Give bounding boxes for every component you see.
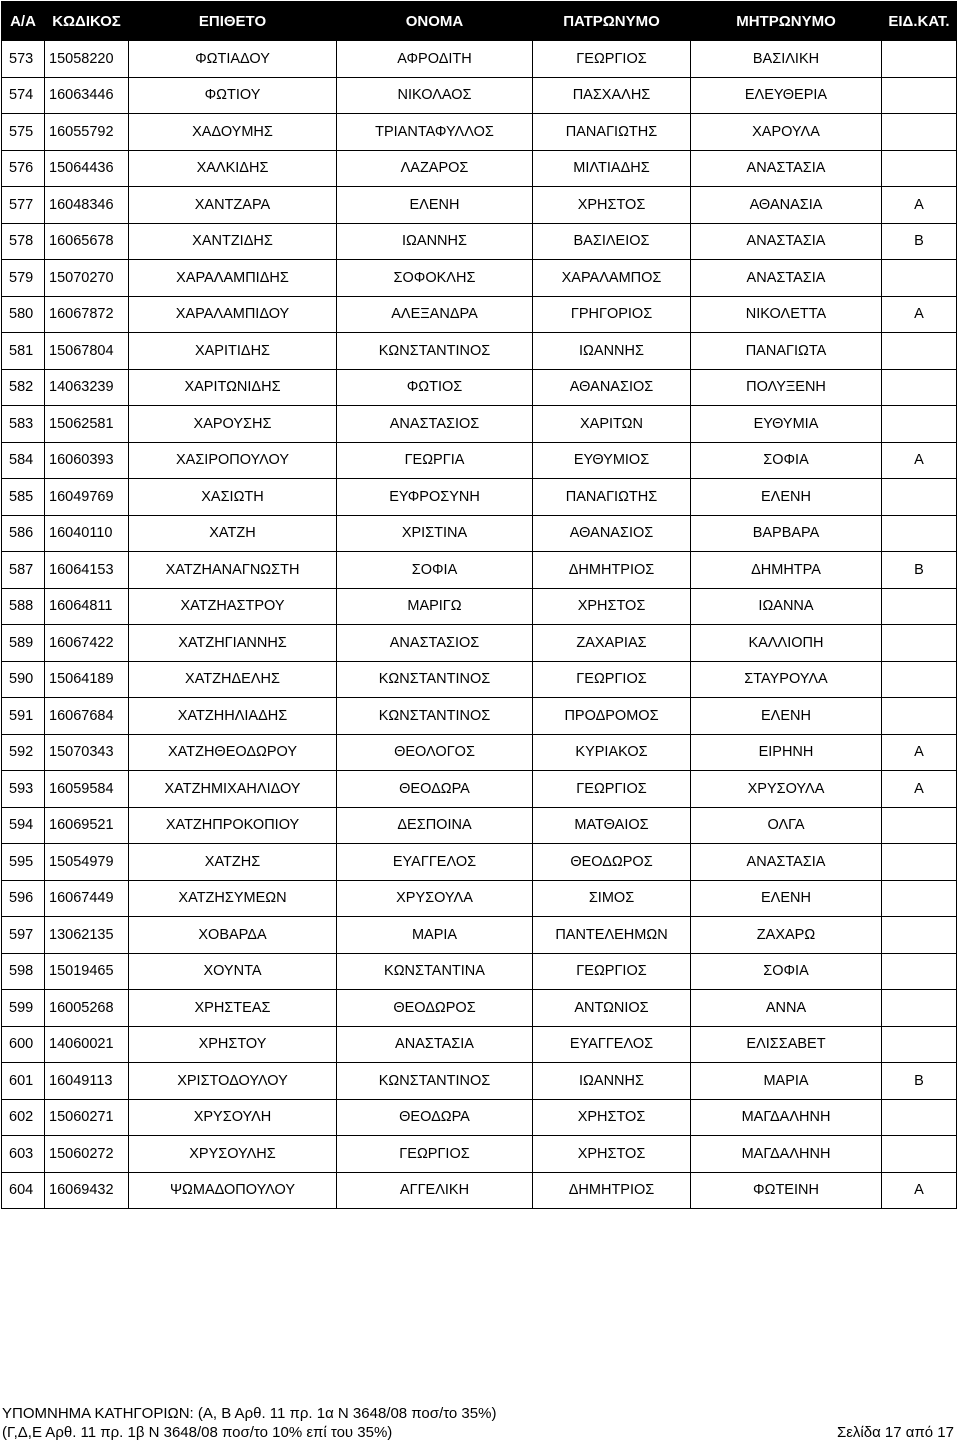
cell-code: 16067872 [45,296,129,333]
cell-mother-name: ΑΝΑΣΤΑΣΙΑ [691,223,882,260]
cell-aa: 579 [2,260,45,297]
cell-name: ΦΩΤΙΟΣ [337,369,533,406]
cell-code: 16064811 [45,588,129,625]
table-row [2,369,957,406]
cell-aa: 585 [2,479,45,516]
table-row [2,1026,957,1063]
results-table [1,1,957,1209]
table-row [2,296,957,333]
cell-code: 15067804 [45,333,129,370]
cell-category: Α [882,187,957,224]
cell-category [882,1099,957,1136]
cell-category [882,588,957,625]
cell-surname: ΧΑΤΖΗΣ [129,844,337,881]
cell-code: 16048346 [45,187,129,224]
header-code: ΚΩΔΙΚΟΣ [45,2,129,41]
cell-name: ΧΡΙΣΤΙΝΑ [337,515,533,552]
cell-father-name: ΠΑΝΑΓΙΩΤΗΣ [533,479,691,516]
table-row [2,1172,957,1209]
cell-code: 15070270 [45,260,129,297]
cell-category [882,625,957,662]
cell-mother-name: ΣΤΑΥΡΟΥΛΑ [691,661,882,698]
cell-surname: ΧΑΝΤΖΙΔΗΣ [129,223,337,260]
table-row [2,1063,957,1100]
cell-name: ΛΑΖΑΡΟΣ [337,150,533,187]
cell-aa: 578 [2,223,45,260]
cell-father-name: ΧΡΗΣΤΟΣ [533,187,691,224]
cell-surname: ΧΑΣΙΡΟΠΟΥΛΟΥ [129,442,337,479]
cell-code: 16040110 [45,515,129,552]
cell-category [882,515,957,552]
cell-mother-name: ΠΑΝΑΓΙΩΤΑ [691,333,882,370]
cell-name: ΜΑΡΙΑ [337,917,533,954]
cell-name: ΝΙΚΟΛΑΟΣ [337,77,533,114]
cell-mother-name: ΕΛΕΝΗ [691,880,882,917]
cell-aa: 599 [2,990,45,1027]
cell-aa: 580 [2,296,45,333]
cell-father-name: ΓΕΩΡΓΙΟΣ [533,771,691,808]
cell-name: ΚΩΝΣΤΑΝΤΙΝΟΣ [337,333,533,370]
cell-father-name: ΒΑΣΙΛΕΙΟΣ [533,223,691,260]
table-row [2,771,957,808]
cell-surname: ΧΡΙΣΤΟΔΟΥΛΟΥ [129,1063,337,1100]
cell-code: 15064436 [45,150,129,187]
table-row [2,552,957,589]
cell-code: 16067449 [45,880,129,917]
cell-surname: ΧΟΥΝΤΑ [129,953,337,990]
cell-surname: ΧΑΔΟΥΜΗΣ [129,114,337,151]
cell-name: ΔΕΣΠΟΙΝΑ [337,807,533,844]
table-row [2,333,957,370]
cell-father-name: ΓΡΗΓΟΡΙΟΣ [533,296,691,333]
table-row [2,77,957,114]
cell-aa: 600 [2,1026,45,1063]
cell-father-name: ΚΥΡΙΑΚΟΣ [533,734,691,771]
table-row [2,953,957,990]
cell-father-name: ΖΑΧΑΡΙΑΣ [533,625,691,662]
cell-mother-name: ΕΥΘΥΜΙΑ [691,406,882,443]
cell-father-name: ΑΘΑΝΑΣΙΟΣ [533,369,691,406]
header-surname: ΕΠΙΘΕΤΟ [129,2,337,41]
cell-name: ΣΟΦΟΚΛΗΣ [337,260,533,297]
cell-aa: 604 [2,1172,45,1209]
cell-father-name: ΠΑΝΑΓΙΩΤΗΣ [533,114,691,151]
cell-aa: 584 [2,442,45,479]
cell-father-name: ΑΘΑΝΑΣΙΟΣ [533,515,691,552]
table-row [2,661,957,698]
cell-mother-name: ΒΑΣΙΛΙΚΗ [691,41,882,78]
cell-aa: 592 [2,734,45,771]
cell-mother-name: ΔΗΜΗΤΡΑ [691,552,882,589]
cell-category [882,917,957,954]
cell-category [882,1026,957,1063]
cell-category [882,1136,957,1173]
cell-surname: ΧΑΤΖΗΣΥΜΕΩΝ [129,880,337,917]
cell-father-name: ΔΗΜΗΤΡΙΟΣ [533,1172,691,1209]
cell-code: 16069432 [45,1172,129,1209]
cell-mother-name: ΕΛΙΣΣΑΒΕΤ [691,1026,882,1063]
cell-mother-name: ΜΑΡΙΑ [691,1063,882,1100]
cell-category [882,406,957,443]
cell-code: 16049113 [45,1063,129,1100]
cell-aa: 598 [2,953,45,990]
cell-surname: ΧΑΛΚΙΔΗΣ [129,150,337,187]
page-number: Σελίδα 17 από 17 [836,1424,954,1441]
cell-category [882,990,957,1027]
cell-code: 15070343 [45,734,129,771]
cell-father-name: ΘΕΟΔΩΡΟΣ [533,844,691,881]
cell-code: 16049769 [45,479,129,516]
cell-aa: 575 [2,114,45,151]
cell-mother-name: ΜΑΓΔΑΛΗΝΗ [691,1136,882,1173]
cell-aa: 587 [2,552,45,589]
cell-father-name: ΓΕΩΡΓΙΟΣ [533,661,691,698]
cell-category [882,77,957,114]
table-body [2,41,957,1209]
cell-father-name: ΔΗΜΗΤΡΙΟΣ [533,552,691,589]
cell-mother-name: ΕΙΡΗΝΗ [691,734,882,771]
cell-surname: ΧΑΤΖΗΓΙΑΝΝΗΣ [129,625,337,662]
cell-father-name: ΧΡΗΣΤΟΣ [533,1099,691,1136]
cell-aa: 593 [2,771,45,808]
cell-mother-name: ΑΝΑΣΤΑΣΙΑ [691,260,882,297]
header-row [2,2,957,41]
cell-category: Α [882,442,957,479]
table-row [2,625,957,662]
cell-father-name: ΧΡΗΣΤΟΣ [533,1136,691,1173]
cell-code: 15060271 [45,1099,129,1136]
cell-code: 13062135 [45,917,129,954]
legend-line-2: (Γ,Δ,Ε Αρθ. 11 πρ. 1β Ν 3648/08 ποσ/το 10% επί του 35%) [2,1424,393,1441]
cell-father-name: ΠΡΟΔΡΟΜΟΣ [533,698,691,735]
table-row [2,41,957,78]
cell-aa: 586 [2,515,45,552]
cell-father-name: ΜΑΤΘΑΙΟΣ [533,807,691,844]
cell-father-name: ΓΕΩΡΓΙΟΣ [533,41,691,78]
cell-aa: 577 [2,187,45,224]
cell-aa: 573 [2,41,45,78]
cell-father-name: ΣΙΜΟΣ [533,880,691,917]
table-row [2,844,957,881]
cell-name: ΘΕΟΔΩΡΑ [337,1099,533,1136]
cell-name: ΑΓΓΕΛΙΚΗ [337,1172,533,1209]
cell-surname: ΨΩΜΑΔΟΠΟΥΛΟΥ [129,1172,337,1209]
cell-aa: 583 [2,406,45,443]
cell-mother-name: ΦΩΤΕΙΝΗ [691,1172,882,1209]
cell-category [882,953,957,990]
cell-name: ΜΑΡΙΓΩ [337,588,533,625]
header-aa: Α/Α [2,2,45,41]
cell-name: ΕΥΦΡΟΣΥΝΗ [337,479,533,516]
cell-surname: ΦΩΤΙΑΔΟΥ [129,41,337,78]
cell-aa: 597 [2,917,45,954]
cell-category [882,661,957,698]
cell-category [882,479,957,516]
cell-father-name: ΠΑΝΤΕΛΕΗΜΩΝ [533,917,691,954]
cell-father-name: ΜΙΛΤΙΑΔΗΣ [533,150,691,187]
cell-aa: 581 [2,333,45,370]
cell-father-name: ΠΑΣΧΑΛΗΣ [533,77,691,114]
cell-father-name: ΧΑΡΙΤΩΝ [533,406,691,443]
cell-mother-name: ΝΙΚΟΛΕΤΤΑ [691,296,882,333]
cell-mother-name: ΑΝΑΣΤΑΣΙΑ [691,844,882,881]
cell-name: ΘΕΟΔΩΡΟΣ [337,990,533,1027]
cell-father-name: ΕΥΑΓΓΕΛΟΣ [533,1026,691,1063]
cell-category: Α [882,771,957,808]
cell-surname: ΧΑΝΤΖΑΡΑ [129,187,337,224]
cell-surname: ΧΑΤΖΗ [129,515,337,552]
cell-surname: ΧΑΡΙΤΩΝΙΔΗΣ [129,369,337,406]
cell-category: Β [882,552,957,589]
cell-category: Α [882,296,957,333]
table-row [2,187,957,224]
table-row [2,406,957,443]
table-row [2,442,957,479]
table-row [2,1099,957,1136]
cell-name: ΤΡΙΑΝΤΑΦΥΛΛΟΣ [337,114,533,151]
cell-mother-name: ΒΑΡΒΑΡΑ [691,515,882,552]
cell-aa: 591 [2,698,45,735]
cell-category: Α [882,1172,957,1209]
table-row [2,698,957,735]
cell-name: ΘΕΟΔΩΡΑ [337,771,533,808]
cell-code: 15060272 [45,1136,129,1173]
cell-aa: 588 [2,588,45,625]
cell-aa: 576 [2,150,45,187]
table-row [2,260,957,297]
cell-category: Β [882,223,957,260]
table-row [2,880,957,917]
table-row [2,734,957,771]
cell-aa: 601 [2,1063,45,1100]
table-row [2,990,957,1027]
table-header [2,2,957,41]
cell-code: 16069521 [45,807,129,844]
cell-name: ΚΩΝΣΤΑΝΤΙΝΑ [337,953,533,990]
cell-mother-name: ΣΟΦΙΑ [691,442,882,479]
cell-name: ΑΝΑΣΤΑΣΙΑ [337,1026,533,1063]
cell-code: 15058220 [45,41,129,78]
header-category: ΕΙΔ.ΚΑΤ. [882,2,957,41]
header-name: ΟΝΟΜΑ [337,2,533,41]
cell-mother-name: ΚΑΛΛΙΟΠΗ [691,625,882,662]
table-row [2,515,957,552]
cell-aa: 589 [2,625,45,662]
cell-code: 16055792 [45,114,129,151]
cell-surname: ΧΑΤΖΗΜΙΧΑΗΛΙΔΟΥ [129,771,337,808]
cell-code: 14060021 [45,1026,129,1063]
cell-category [882,260,957,297]
cell-mother-name: ΕΛΕΝΗ [691,698,882,735]
cell-surname: ΧΡΥΣΟΥΛΗΣ [129,1136,337,1173]
cell-category [882,880,957,917]
cell-aa: 596 [2,880,45,917]
cell-name: ΑΦΡΟΔΙΤΗ [337,41,533,78]
cell-name: ΑΛΕΞΑΝΔΡΑ [337,296,533,333]
table-row [2,807,957,844]
cell-surname: ΧΑΤΖΗΔΕΛΗΣ [129,661,337,698]
cell-code: 16059584 [45,771,129,808]
cell-father-name: ΙΩΑΝΝΗΣ [533,333,691,370]
cell-surname: ΧΑΡΟΥΣΗΣ [129,406,337,443]
cell-name: ΓΕΩΡΓΙΑ [337,442,533,479]
cell-surname: ΧΡΥΣΟΥΛΗ [129,1099,337,1136]
cell-surname: ΧΑΤΖΗΘΕΟΔΩΡΟΥ [129,734,337,771]
cell-mother-name: ΧΡΥΣΟΥΛΑ [691,771,882,808]
cell-aa: 603 [2,1136,45,1173]
table-row [2,150,957,187]
header-father-name: ΠΑΤΡΩΝΥΜΟ [533,2,691,41]
cell-code: 16065678 [45,223,129,260]
cell-name: ΑΝΑΣΤΑΣΙΟΣ [337,406,533,443]
cell-surname: ΧΑΤΖΗΑΣΤΡΟΥ [129,588,337,625]
table-row [2,917,957,954]
cell-code: 16064153 [45,552,129,589]
cell-code: 16005268 [45,990,129,1027]
cell-name: ΓΕΩΡΓΙΟΣ [337,1136,533,1173]
cell-surname: ΧΑΡΑΛΑΜΠΙΔΟΥ [129,296,337,333]
cell-category [882,114,957,151]
legend-line-1: ΥΠΟΜΝΗΜΑ ΚΑΤΗΓΟΡΙΩΝ: (Α, Β Αρθ. 11 πρ. 1α Ν 3648/08 ποσ/το 35%) [2,1405,497,1422]
cell-aa: 574 [2,77,45,114]
cell-code: 14063239 [45,369,129,406]
cell-category [882,698,957,735]
cell-name: ΣΟΦΙΑ [337,552,533,589]
cell-name: ΘΕΟΛΟΓΟΣ [337,734,533,771]
cell-mother-name: ΖΑΧΑΡΩ [691,917,882,954]
cell-name: ΚΩΝΣΤΑΝΤΙΝΟΣ [337,1063,533,1100]
cell-surname: ΧΑΤΖΗΗΛΙΑΔΗΣ [129,698,337,735]
cell-father-name: ΕΥΘΥΜΙΟΣ [533,442,691,479]
table-row [2,1136,957,1173]
cell-father-name: ΓΕΩΡΓΙΟΣ [533,953,691,990]
cell-code: 15062581 [45,406,129,443]
cell-category [882,41,957,78]
cell-mother-name: ΑΝΝΑ [691,990,882,1027]
cell-mother-name: ΟΛΓΑ [691,807,882,844]
cell-mother-name: ΙΩΑΝΝΑ [691,588,882,625]
cell-category: Α [882,734,957,771]
cell-category: Β [882,1063,957,1100]
cell-code: 16060393 [45,442,129,479]
cell-code: 15019465 [45,953,129,990]
cell-surname: ΧΑΤΖΗΑΝΑΓΝΩΣΤΗ [129,552,337,589]
cell-surname: ΧΟΒΑΡΔΑ [129,917,337,954]
cell-code: 16063446 [45,77,129,114]
header-mother-name: ΜΗΤΡΩΝΥΜΟ [691,2,882,41]
cell-name: ΑΝΑΣΤΑΣΙΟΣ [337,625,533,662]
cell-category [882,807,957,844]
table-row [2,479,957,516]
cell-aa: 595 [2,844,45,881]
cell-aa: 590 [2,661,45,698]
cell-name: ΚΩΝΣΤΑΝΤΙΝΟΣ [337,698,533,735]
cell-mother-name: ΧΑΡΟΥΛΑ [691,114,882,151]
table-row [2,223,957,260]
cell-mother-name: ΕΛΕΝΗ [691,479,882,516]
cell-category [882,150,957,187]
cell-aa: 594 [2,807,45,844]
cell-father-name: ΧΡΗΣΤΟΣ [533,588,691,625]
cell-mother-name: ΠΟΛΥΞΕΝΗ [691,369,882,406]
cell-code: 15054979 [45,844,129,881]
cell-surname: ΧΡΗΣΤΟΥ [129,1026,337,1063]
cell-mother-name: ΑΝΑΣΤΑΣΙΑ [691,150,882,187]
cell-father-name: ΑΝΤΩΝΙΟΣ [533,990,691,1027]
table-row [2,114,957,151]
cell-surname: ΧΑΣΙΩΤΗ [129,479,337,516]
cell-name: ΧΡΥΣΟΥΛΑ [337,880,533,917]
cell-code: 16067684 [45,698,129,735]
cell-mother-name: ΑΘΑΝΑΣΙΑ [691,187,882,224]
table-row [2,588,957,625]
cell-father-name: ΙΩΑΝΝΗΣ [533,1063,691,1100]
cell-aa: 602 [2,1099,45,1136]
cell-name: ΙΩΑΝΝΗΣ [337,223,533,260]
cell-mother-name: ΣΟΦΙΑ [691,953,882,990]
cell-surname: ΧΑΡΑΛΑΜΠΙΔΗΣ [129,260,337,297]
cell-category [882,333,957,370]
cell-code: 16067422 [45,625,129,662]
cell-name: ΕΥΑΓΓΕΛΟΣ [337,844,533,881]
cell-surname: ΧΑΡΙΤΙΔΗΣ [129,333,337,370]
cell-father-name: ΧΑΡΑΛΑΜΠΟΣ [533,260,691,297]
cell-category [882,369,957,406]
cell-name: ΕΛΕΝΗ [337,187,533,224]
cell-mother-name: ΜΑΓΔΑΛΗΝΗ [691,1099,882,1136]
cell-mother-name: ΕΛΕΥΘΕΡΙΑ [691,77,882,114]
cell-name: ΚΩΝΣΤΑΝΤΙΝΟΣ [337,661,533,698]
cell-category [882,844,957,881]
cell-surname: ΧΡΗΣΤΕΑΣ [129,990,337,1027]
cell-code: 15064189 [45,661,129,698]
cell-surname: ΧΑΤΖΗΠΡΟΚΟΠΙΟΥ [129,807,337,844]
cell-aa: 582 [2,369,45,406]
cell-surname: ΦΩΤΙΟΥ [129,77,337,114]
